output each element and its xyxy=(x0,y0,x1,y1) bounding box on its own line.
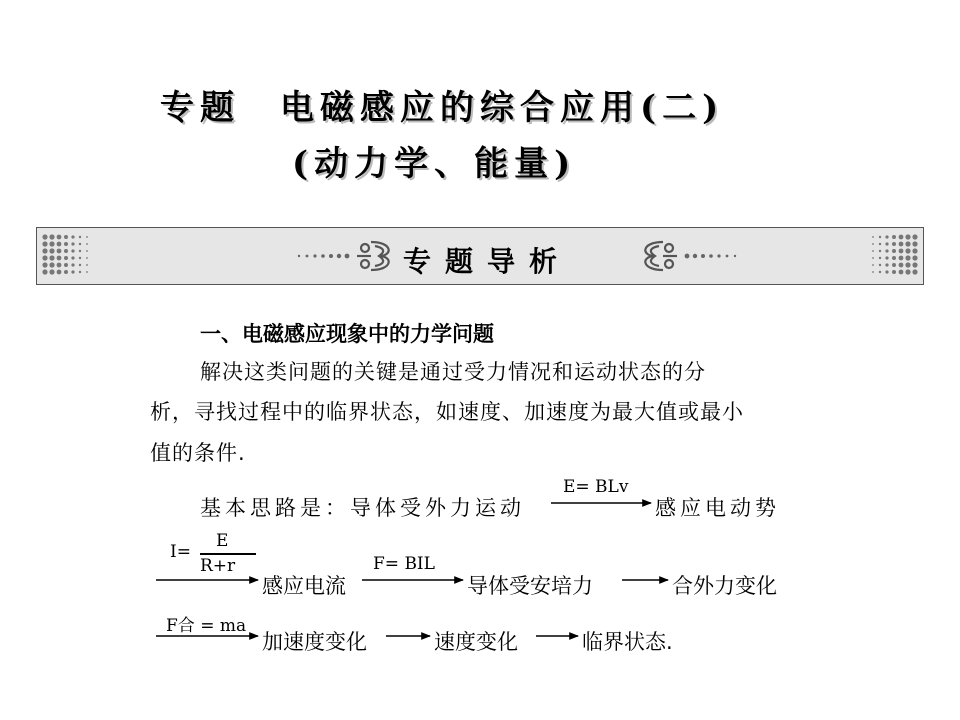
flow-step-velocity: 速度变化 xyxy=(434,630,518,654)
formula-ampere: F= BIL xyxy=(373,554,435,574)
flow-step-critical: 临界状态. xyxy=(582,630,673,654)
formula-current-numerator: E xyxy=(216,531,229,551)
page-title: 专题 电磁感应的综合应用(二) xyxy=(160,88,725,128)
flow-intro: 基本思路是：导体受外力运动 xyxy=(200,496,525,520)
paragraph-line: 析，寻找过程中的临界状态，如速度、加速度为最大值或最小 xyxy=(150,400,744,424)
formula-current-denominator: R+r xyxy=(200,556,236,576)
flow-step-acceleration: 加速度变化 xyxy=(262,630,367,654)
flow-step-current: 感应电流 xyxy=(262,574,346,598)
paragraph-line: 值的条件. xyxy=(150,441,246,465)
formula-current-lhs: I= xyxy=(170,542,191,562)
formula-emf: E= BLv xyxy=(563,477,629,497)
formula-newton: F合 = ma xyxy=(166,616,247,636)
section-heading: 一、电磁感应现象中的力学问题 xyxy=(200,322,494,346)
page-subtitle: (动力学、能量) xyxy=(292,144,577,184)
banner-title: 专题导析 xyxy=(402,245,571,278)
paragraph-line: 解决这类问题的关键是通过受力情况和运动状态的分 xyxy=(200,360,706,384)
flow-step-ampere-force: 导体受安培力 xyxy=(467,574,593,598)
flow-step-net-force: 合外力变化 xyxy=(672,574,777,598)
flow-step-emf: 感应电动势 xyxy=(655,496,780,520)
